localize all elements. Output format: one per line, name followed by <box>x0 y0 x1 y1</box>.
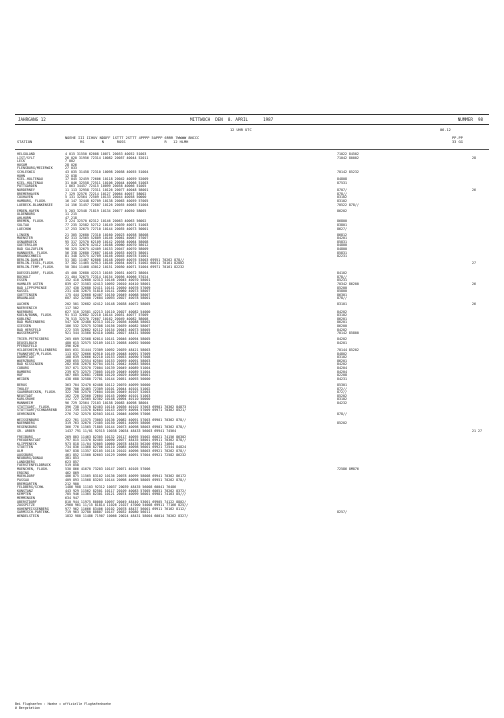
station-name: WENDELSTEIN <box>17 514 39 519</box>
code-column-header: NOEHE III IIHUV NDDFF 1STTT 2STTT 4PPPP 5APPP 6RRR 7WWWW 8NCCC RS N ROSS R 12 HLMH <box>65 136 200 145</box>
station-name: FREIBURG <box>17 434 33 439</box>
extra-codes: 84201 <box>337 236 347 241</box>
extra-codes: 83801 <box>337 222 347 227</box>
station-name: ZUGSPITZE <box>17 503 35 508</box>
station-name: HANNOVER, FLUGH. <box>17 250 49 255</box>
extra-codes: 84204 <box>337 369 347 374</box>
station-name: FLENSBURG/MEIERWIK <box>17 166 53 171</box>
extra-codes: 70144 85202 <box>337 348 359 353</box>
observation-codes: 81 348 32575 42709 10146 20045 40078 51001 <box>65 254 149 259</box>
extra-codes: 85200 <box>337 285 347 290</box>
observation-codes: 56 338 32680 72607 10148 20053 40075 58001 <box>65 250 149 255</box>
observation-codes: 797 815 11370 82405 10090 20077 48435 58001 69911 70362 878// <box>65 438 187 443</box>
station-name: LANDSBERG <box>17 459 35 464</box>
station-name: WEIDEN <box>17 376 29 381</box>
station-name: AUGSBURG <box>17 452 33 457</box>
observation-codes: 152 410 32680 42313 10146 20045 40070 58001 <box>65 278 151 283</box>
observation-codes: 72 323 32676 42412 10168 20060 40070 58012 <box>65 243 149 248</box>
station-name: ERDING <box>17 470 29 475</box>
observation-codes: 47 218 <box>65 215 77 220</box>
station-name: WUERZBURG <box>17 358 35 363</box>
extra-codes: 84800 <box>337 243 347 248</box>
observation-codes: 269 803 11463 82305 10132 20117 40095 55002 60021 74156 86302 <box>65 434 187 439</box>
footnote: Bei Flughaefen : Hoehe = offizielle Flughafenhoehe # Bergstation <box>15 702 111 710</box>
station-name: SAARBRUECKEN, FLUGH. <box>17 390 57 395</box>
issue-number: NUMMER 98 <box>457 117 483 122</box>
station-name: TRIER-PETRISBERG <box>17 337 49 342</box>
station-name: OBERSTDORF <box>17 499 37 504</box>
station-name: MUENCHEN, FLUGH. <box>17 467 49 472</box>
station-name: BAD SALZUFLEN <box>17 247 43 252</box>
station-name: KIEL-HOLTENAU <box>17 180 43 185</box>
observation-codes: 12 038 <box>65 173 77 178</box>
observation-codes: 108 639 32666 62210 10153 20053 40090 57008 <box>65 355 151 360</box>
extra-codes: 70342 86200 <box>337 281 359 286</box>
station-name: WASSERKUPPE <box>17 331 39 336</box>
observation-codes: 17 253 32675 72710 10144 20055 40073 50001 <box>65 226 149 231</box>
station-name: PUTTGARDEN <box>17 184 37 189</box>
observation-codes: 547 526 32480 62313 10122 20036 40088 58002 <box>65 320 151 325</box>
station-name: DARMSTADT <box>17 355 35 360</box>
observation-codes: 409 893 11568 83203 10144 20098 40098 58005 69951 70262 878// <box>65 477 187 482</box>
extra-codes: 872// <box>337 390 347 395</box>
observation-codes: 96 729 32564 72103 10158 20083 40098 58004 <box>65 400 149 405</box>
station-name: BAD KISSINGEN <box>17 362 43 367</box>
observation-codes: 977 962 11666 83406 10102 20078 48437 56001 69911 76162 8112/ <box>65 506 187 511</box>
observation-codes: 282 658 32678 62704 10151 20042 40083 58004 <box>65 362 151 367</box>
observation-codes: 322 708 32570 72604 10104 20049 40107 52003 <box>65 390 151 395</box>
observation-codes: 4 015 31550 62008 10071 20053 40052 51003 <box>65 152 147 156</box>
observation-codes: 363 704 32470 62408 10112 20070 40099 50000 <box>65 382 151 387</box>
extra-codes: 70522 878// <box>337 202 359 207</box>
observation-codes: 462 869 <box>65 470 79 475</box>
extra-codes: 86202 <box>337 208 347 213</box>
observation-codes: 50 384 11468 43012 10151 20050 40071 51004 69971 70161 82232 <box>65 265 185 270</box>
extra-codes: 70142 85800 <box>337 331 359 336</box>
station-name: BERLIN-DAHLEM <box>17 257 43 262</box>
station-name: DUESSELDORF, FLUGH. <box>17 271 55 276</box>
observation-codes: 406 875 11565 83102 10136 20078 40099 58008 69941 70362 86172 <box>65 474 187 479</box>
observation-codes: 381 853 <box>65 456 79 461</box>
station-name: DEUSELBACH <box>17 340 37 345</box>
observation-codes: 16 147 32448 62709 10138 20063 40059 57005 <box>65 198 149 203</box>
header-rule <box>15 149 489 150</box>
observation-codes: 212 900 <box>65 481 79 486</box>
observation-codes: 734 836 11468 82706 10110 20085 40098 56001 69921 72544 84824 <box>65 445 187 450</box>
station-name: WEISSENBURG <box>17 417 39 422</box>
observation-codes: 113 637 32666 62910 10149 20048 40091 57009 <box>65 351 151 356</box>
observation-codes: 98 325 32675 42409 10153 20047 40070 58009 <box>65 247 149 252</box>
station-name: STUTTGART/SCHNARRENB <box>17 408 57 413</box>
observation-codes: 77 235 32582 52712 10149 20039 40071 51003 <box>65 222 149 227</box>
station-name: HUSUM <box>17 162 27 167</box>
extra-codes: 8257/ <box>337 510 347 515</box>
observation-codes: 51 381 11467 62808 10148 20049 40076 53003 69951 70262 878// <box>65 257 185 262</box>
extra-codes: 83102 <box>337 195 347 200</box>
station-name: HOHENPEISSENBERG <box>17 506 49 511</box>
observation-codes: 43 035 31458 72310 10098 20058 40055 51004 <box>65 170 149 175</box>
station-name: BERUS <box>17 382 27 387</box>
station-name: PASSAU <box>17 477 29 482</box>
station-name: HAHNLER ASTEN <box>17 281 43 286</box>
observation-codes: 91 513 32682 32210 10144 20051 40077 57009 <box>65 313 149 318</box>
station-name: OLDENBURG <box>17 212 35 217</box>
station-name: MANNHEIM <box>17 400 33 405</box>
observation-codes: 921 544 31560 62410 10081 20027 48431 58000 <box>65 331 151 336</box>
observation-codes: 276 742 32570 82503 10141 20046 40096 57006 <box>65 411 151 416</box>
station-name: CUXHAVEN <box>17 195 33 200</box>
station-name: NOERVENICH <box>17 305 37 310</box>
station-name: THOLEY <box>17 386 29 391</box>
observation-codes: 1437 791 11/01 92515 10038 20034 48433 56003 69941 74564 <box>65 428 177 433</box>
extra-codes: 8707/ <box>337 188 347 193</box>
observation-codes: 28 026 <box>65 162 77 167</box>
observation-codes: 231 438 32675 51810 10141 20060 40073 58007 <box>65 289 151 294</box>
extra-codes: 84102 <box>337 271 347 276</box>
extra-codes: 84204 <box>337 366 347 371</box>
station-name: KLIPPENECK <box>17 441 37 446</box>
extra-codes: 84800 <box>337 247 347 252</box>
station-name: MUEHLDORF <box>17 474 35 479</box>
station-name: NUERNBERG <box>17 421 35 426</box>
observation-codes: 443 929 11562 82501 10117 20109 40083 57005 60051 70262 8372/ <box>65 488 187 493</box>
station-name: OEHRINGEN <box>17 411 35 416</box>
extra-codes: 85301 <box>337 382 347 387</box>
observation-codes: 2960 961 11/15 81814 11026 21027 47000 54008 69911 77166 825// <box>65 503 189 508</box>
extra-codes: 83102 <box>337 313 347 318</box>
station-name: FRANKFURT/M,FLUGH. <box>17 351 53 356</box>
observation-codes: 157 430 32680 52411 10141 20050 40076 57009 <box>65 285 151 290</box>
observation-codes: 7 002 <box>65 159 75 164</box>
station-name: REGENSBURG <box>17 425 37 429</box>
observation-codes: 21 305 32680 72310 10160 20023 40058 58008 <box>65 232 149 237</box>
observation-codes: 17 045 32459 72606 10118 20042 40059 52009 <box>65 177 149 182</box>
station-name: HOF <box>17 373 23 378</box>
precip-value: 26 <box>472 188 476 193</box>
extra-codes: 85202 <box>337 393 347 398</box>
pressure-column-header: PP-PP 33 GG <box>452 136 463 145</box>
station-name: HOHN <box>17 173 25 178</box>
station-name: LUEBECK-BLANKENSEE <box>17 202 53 207</box>
extra-codes: 82208 <box>337 373 347 378</box>
extra-codes: 87531 <box>337 180 347 185</box>
extra-codes: 85231 <box>337 278 347 283</box>
extra-codes: 84231 <box>337 376 347 381</box>
station-name: STOETTEN <box>17 445 33 450</box>
extra-codes: 84808 <box>337 177 347 182</box>
extra-codes: 86201 <box>337 316 347 321</box>
observation-codes: 45 400 32680 42213 10165 20051 40072 58004 <box>65 271 149 276</box>
extra-codes: 83102 <box>337 198 347 203</box>
station-row <box>17 515 487 519</box>
extra-codes: 84232 <box>337 400 347 405</box>
observation-codes: 567 838 11357 82105 10118 20102 40096 58003 69921 70262 878// <box>65 449 187 454</box>
station-name: LINGEN <box>17 232 29 237</box>
station-column-header: STATION <box>17 140 33 144</box>
observation-codes: 37 382 11465 42913 10146 20054 40071 51002 60011 70161 82802 <box>65 261 185 266</box>
station-name: BERLIN-TEGEL,FLUGH. <box>17 261 55 266</box>
observation-codes: 480 615 32575 52109 10113 20058 40092 50000 <box>65 340 151 345</box>
station-name: LECK <box>17 159 25 164</box>
period-label: 06-12 <box>440 128 451 132</box>
station-row <box>17 413 487 417</box>
precip-value: 26 <box>472 281 476 286</box>
extra-codes: 84202 <box>337 327 347 332</box>
station-name: BRAUNLAGE <box>17 296 35 301</box>
station-name: GR. ARBER <box>17 428 35 433</box>
precip-value: 21 27 <box>472 428 482 433</box>
station-name: BREMGARTEN <box>17 481 37 486</box>
observation-codes: 265 609 32568 62014 10141 20046 40094 58005 <box>65 337 151 342</box>
station-name: BAD LIPPSPRINGE <box>17 285 47 290</box>
observation-codes: 627 510 32581 42213 10110 20027 40082 54000 <box>65 309 151 314</box>
station-name: SCHLESWIG <box>17 170 35 175</box>
station-name: HILDESHEIM/ELLENBERG <box>17 348 57 353</box>
volume-label: JAHRGANG 12 <box>18 117 46 122</box>
observation-codes: 634 947 <box>65 495 79 500</box>
extra-codes: 72586 8M876 <box>337 467 359 472</box>
observation-codes: 357 671 32570 72004 10139 20049 40089 51004 <box>65 366 151 371</box>
station-row <box>17 378 487 382</box>
observation-codes: 396 626 <box>65 344 79 349</box>
observation-codes: 567 685 32681 72808 10120 20029 40089 58001 <box>65 373 151 378</box>
station-name: STUTTGART, FLUGH. <box>17 404 51 409</box>
station-name: KARLSRUHE <box>17 397 35 402</box>
observation-codes: 705 946 11365 82301 10121 20074 40099 56001 69981 74163 85/// <box>65 492 187 497</box>
extra-codes: 878// <box>337 274 347 279</box>
date-label: MITTWOCH DEN 8. APRIL 1987 <box>190 117 274 122</box>
station-name: KOBLENZ <box>17 316 31 321</box>
station-name: PFERDSFELD <box>17 344 37 349</box>
station-row <box>17 297 487 301</box>
observation-codes: 1486 908 11103 92312 10037 20039 48435 56008 60041 76486 <box>65 485 177 490</box>
station-name: BAD HERSFELD <box>17 327 41 332</box>
extra-codes: 71042 80002 <box>337 155 359 160</box>
station-name: KONSTANZ <box>17 488 33 493</box>
station-name: BAMBERG <box>17 369 31 374</box>
station-name: NUERBURG <box>17 309 33 314</box>
observation-codes: 314 739 11570 82603 10143 20079 40094 57009 69971 70362 8521/ <box>65 408 187 413</box>
extra-codes: 70142 85232 <box>337 170 359 175</box>
station-name: SOLTAU <box>17 222 29 227</box>
extra-codes: 878// <box>337 296 347 301</box>
extra-codes: 83102 <box>337 397 347 402</box>
observation-codes: 719 963 32780 80807 10147 20032 40080 56011 <box>65 510 151 515</box>
station-name: NORDERNEY <box>17 188 35 193</box>
extra-codes: 85831 <box>337 250 347 255</box>
observation-codes: 272 535 32682 62112 10154 20043 40073 58005 <box>65 327 151 332</box>
observation-codes: 175 444 32668 62407 10150 20049 40068 58007 <box>65 292 151 297</box>
station-name: KOELN/BONN, FLUGH. <box>17 313 53 318</box>
station-name: HAMBURG, FLUGH. <box>17 198 47 203</box>
station-name: FUERSTENFELDBRUCK <box>17 463 51 468</box>
extra-codes: 84202 <box>337 337 347 342</box>
observation-codes: 70 515 32570 72607 10162 20049 40082 58008 <box>65 316 149 321</box>
extra-codes: 86200 <box>337 323 347 328</box>
extra-codes: 86301 <box>337 292 347 297</box>
extra-codes: 83102 <box>337 355 347 360</box>
observation-codes: 186 532 32575 52308 10156 20039 40082 58007 <box>65 323 151 328</box>
observation-codes: 117 502 <box>65 305 79 310</box>
observation-codes: 5 203 32548 71819 10134 20077 40050 58005 <box>65 208 147 213</box>
observation-codes: 366 776 11565 71805 10144 20073 40098 58003 69901 70362 878// <box>65 425 187 429</box>
station-name: ULM <box>17 449 23 454</box>
station-table <box>17 153 487 519</box>
observation-codes: 973 818 11/04 92005 10060 20078 48435 56200 69941 74664 <box>65 441 175 446</box>
station-name: OSNABRUECK <box>17 239 37 244</box>
station-name: GIESSEN <box>17 323 31 328</box>
observation-codes: 11 113 32958 72311 10126 20077 40048 58001 <box>65 188 149 193</box>
precip-value: 28 <box>472 155 476 160</box>
observation-codes: 805 631 31444 72309 10092 20039 48421 58003 <box>65 348 151 353</box>
station-name: COBURG <box>17 366 29 371</box>
observation-codes: 810 944 11975 80000 10097 20049 48440 53001 69905 74122 8802/ <box>65 499 187 504</box>
observation-codes: 21 404 32675 72314 10154 20056 40066 57024 <box>65 274 149 279</box>
observation-codes: 7 129 32576 72214 10127 20064 40057 58002 <box>65 191 147 196</box>
precip-value: 26 <box>472 302 476 307</box>
observation-codes: 162 720 32560 72604 10145 20060 40101 51003 <box>65 393 151 398</box>
extra-codes: 84201 <box>337 340 347 345</box>
extra-codes: 85831 <box>337 239 347 244</box>
observation-codes: 95 317 32570 62109 10142 20058 40064 58008 <box>65 239 149 244</box>
observation-codes: 202 501 32682 42412 10148 20038 40072 58005 <box>65 302 151 307</box>
station-name: KASSEL <box>17 289 29 294</box>
station-name: BERLIN-TEMP.,FLUGH. <box>17 265 55 270</box>
station-name: NEUBURG/DONAU <box>17 456 43 461</box>
station-name: EMDEN-HAFEN <box>17 208 39 213</box>
observation-codes: 27 033 <box>65 166 77 171</box>
observation-codes: 1 063 34457 72415 10099 20058 40066 51005 <box>65 184 147 189</box>
observation-codes: 422 761 11575 73003 10136 20082 40091 57003 69901 70362 878// <box>65 417 187 422</box>
extra-codes: 878// <box>337 411 347 416</box>
observation-codes: 11 215 <box>65 212 77 217</box>
extra-codes: 83101 <box>337 302 347 307</box>
extra-codes: 86201 <box>337 320 347 325</box>
station-name: BRAUNSCHWEIG <box>17 254 41 259</box>
station-row <box>17 204 487 208</box>
extra-codes: 71022 84502 <box>337 152 359 156</box>
observation-codes: 112 727 32565 82302 10148 20094 40110 50000 <box>65 397 151 402</box>
extra-codes: 84802 <box>337 351 347 356</box>
observation-codes: 268 655 32554 62504 10153 20059 40091 58003 <box>65 358 151 363</box>
station-row <box>17 332 487 336</box>
extra-codes: 86201 <box>337 358 347 363</box>
station-row <box>17 266 487 270</box>
extra-codes: 85202 <box>337 421 347 426</box>
observation-codes: 31 046 32558 72511 10106 20044 40066 51003 <box>65 180 149 185</box>
observation-codes: 438 688 32580 72701 10144 20051 40093 50000 <box>65 376 151 381</box>
station-name: BREMEN, FLUGH. <box>17 219 45 224</box>
station-name: BOCHOLT <box>17 274 31 279</box>
observation-codes: 607 452 32580 72604 10093 20027 40078 58001 <box>65 296 151 301</box>
station-name: FREUDENSTADT <box>17 438 41 443</box>
station-name: KEMPTEN <box>17 492 31 497</box>
station-name: LUECHOW <box>17 226 31 231</box>
extra-codes: 82231 <box>337 254 347 259</box>
station-name: AHLHORN <box>17 215 31 220</box>
observation-codes: 519 858 <box>65 463 79 468</box>
observation-codes: 26 020 31956 72314 10082 20057 40044 52011 <box>65 155 149 160</box>
extra-codes: 86800 <box>337 219 347 224</box>
extra-codes: 84202 <box>337 309 347 314</box>
extra-codes: 86812 <box>337 232 347 237</box>
observation-codes: 62 313 32565 52809 10146 20061 40067 57007 <box>65 236 149 241</box>
station-name: AACHEN <box>17 302 29 307</box>
extra-codes: 8627/ <box>337 226 347 231</box>
observation-codes: 14 156 31457 72807 10126 20055 40063 51004 <box>65 202 149 207</box>
station-name: KIEL-HOLTENAU <box>17 177 43 182</box>
extra-codes: 878// <box>337 191 347 196</box>
station-name: MEMMINGEN <box>17 495 35 500</box>
report-header <box>15 114 489 125</box>
station-name: GARMISCH-PARTENK. <box>17 510 51 515</box>
station-name: ESSEN <box>17 278 27 283</box>
time-label: 12 UHR UTC <box>230 128 252 132</box>
extra-codes: 84202 <box>337 362 347 367</box>
station-row <box>17 430 487 434</box>
station-name: LIST/SYLT <box>17 155 35 160</box>
station-name: BAD MARIENBERG <box>17 320 45 325</box>
station-name: FELDBERG/SCHW. <box>17 485 45 490</box>
observation-codes: 239 675 32575 73005 10149 20049 40089 51004 <box>65 369 151 374</box>
station-name: NEUSTADT <box>17 393 33 398</box>
observation-codes: 461 852 11560 82603 10129 20096 40091 57004 69921 72582 86232 <box>65 452 187 457</box>
observation-codes: 396 738 11570 82403 10116 20036 40102 57003 69901 70362 84873 <box>65 404 187 409</box>
observation-codes: 1832 980 11486 71907 10066 20024 48431 58004 60014 70262 8327/ <box>65 514 189 519</box>
station-name: MUENSTER <box>17 236 33 241</box>
precip-value: 27 <box>472 261 476 266</box>
observation-codes: 396 706 32465 72309 10101 20044 40101 51002 <box>65 386 151 391</box>
observation-codes: 623 857 <box>65 459 79 464</box>
observation-codes: 3 224 32570 62312 10146 20063 40063 56002 <box>65 219 147 224</box>
observation-codes: 5 131 32564 72509 10133 20044 40058 50000 <box>65 195 147 200</box>
station-row <box>17 228 487 232</box>
station-name: HELGOLAND <box>17 152 35 156</box>
station-name: BREMERHAVEN <box>17 191 39 196</box>
station-name: GOETTINGEN <box>17 292 37 297</box>
extra-codes: 872// <box>337 386 347 391</box>
extra-codes: 85800 <box>337 289 347 294</box>
observation-codes: 319 763 32670 72405 10150 20051 40095 58006 <box>65 421 151 426</box>
station-name: GUETERSLOH <box>17 243 37 248</box>
observation-codes: 839 427 31583 42413 10092 20010 40410 58001 <box>65 281 151 286</box>
observation-codes: 530 866 41670 73203 10147 20071 40105 57006 <box>65 467 151 472</box>
